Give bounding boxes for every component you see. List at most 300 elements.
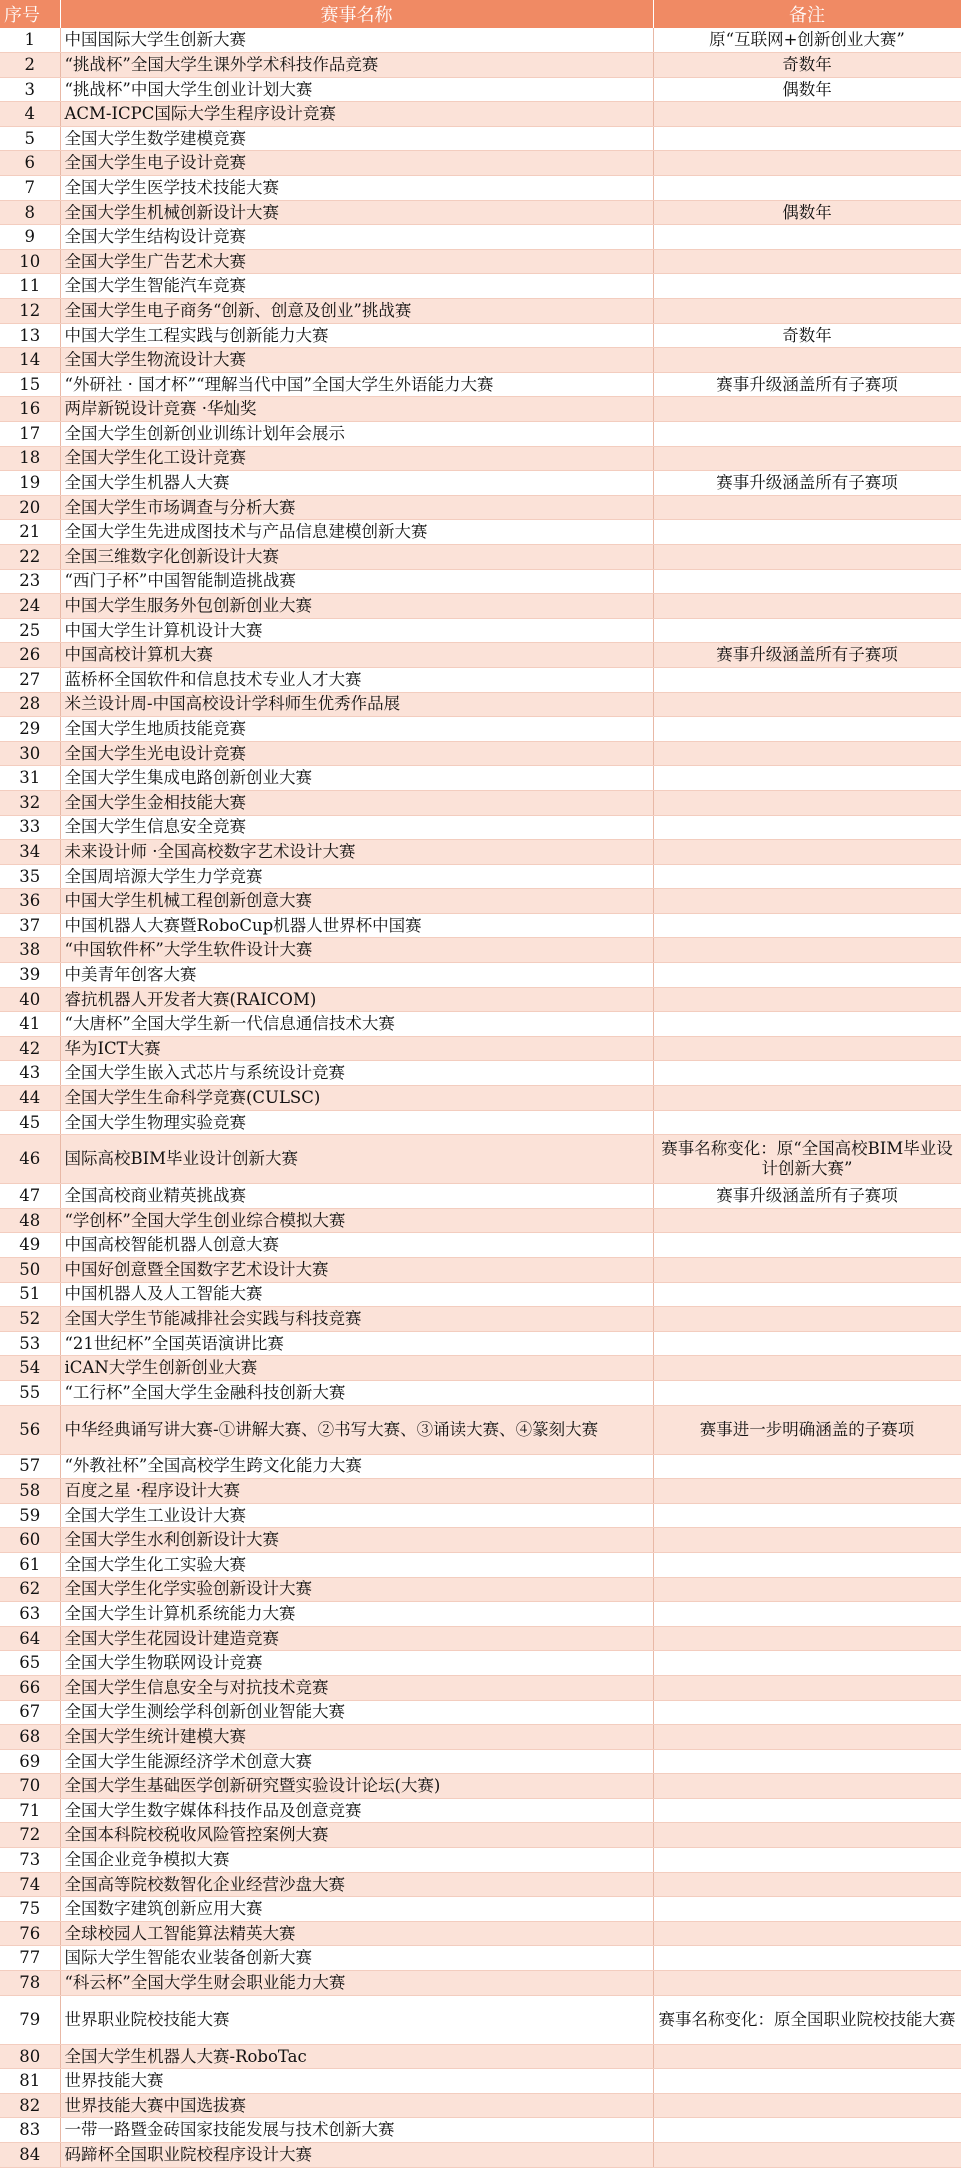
row-note (653, 348, 961, 373)
row-note (653, 299, 961, 324)
row-name: 全国大学生机械创新设计大赛 (60, 200, 653, 225)
row-note (653, 1479, 961, 1504)
row-note (653, 889, 961, 914)
row-name: 全国大学生地质技能竞赛 (60, 717, 653, 742)
row-name: 全国大学生电子商务“创新、创意及创业”挑战赛 (60, 299, 653, 324)
row-note (653, 987, 961, 1012)
row-note (653, 1233, 961, 1258)
row-note (653, 422, 961, 447)
row-seq: 65 (0, 1651, 60, 1676)
row-seq: 31 (0, 766, 60, 791)
row-name: 全国三维数字化创新设计大赛 (60, 544, 653, 569)
row-name: 米兰设计周-中国高校设计学科师生优秀作品展 (60, 692, 653, 717)
row-name: “21世纪杯”全国英语演讲比赛 (60, 1331, 653, 1356)
row-name: “西门子杯”中国智能制造挑战赛 (60, 569, 653, 594)
row-name: ACM-ICPC国际大学生程序设计竞赛 (60, 102, 653, 127)
table-row (0, 1012, 961, 1037)
row-note (653, 938, 961, 963)
table-row (0, 1626, 961, 1651)
table-row (0, 790, 961, 815)
row-note (653, 1798, 961, 1823)
row-name: 全国大学生机器人大赛 (60, 471, 653, 496)
row-seq: 81 (0, 2069, 60, 2094)
row-name: iCAN大学生创新创业大赛 (60, 1356, 653, 1381)
row-name: 全国周培源大学生力学竞赛 (60, 864, 653, 889)
row-name: 全国本科院校税收风险管控案例大赛 (60, 1823, 653, 1848)
table-row (0, 544, 961, 569)
table-row (0, 667, 961, 692)
row-note (653, 1626, 961, 1651)
row-seq: 50 (0, 1258, 60, 1283)
table-row (0, 1184, 961, 1209)
row-note (653, 1110, 961, 1135)
row-name: 全国大学生集成电路创新创业大赛 (60, 766, 653, 791)
row-note: 赛事升级涵盖所有子赛项 (653, 471, 961, 496)
row-seq: 34 (0, 840, 60, 865)
row-name: 全国大学生物理实验竞赛 (60, 1110, 653, 1135)
row-name: 中国大学生服务外包创新创业大赛 (60, 594, 653, 619)
row-seq: 28 (0, 692, 60, 717)
row-name: 睿抗机器人开发者大赛(RAICOM) (60, 987, 653, 1012)
row-note (653, 1036, 961, 1061)
table-row (0, 77, 961, 102)
row-note (653, 667, 961, 692)
row-name: “工行杯”全国大学生金融科技创新大赛 (60, 1380, 653, 1405)
table-row (0, 2069, 961, 2094)
table-row (0, 1380, 961, 1405)
row-seq: 40 (0, 987, 60, 1012)
row-seq: 2 (0, 53, 60, 78)
row-name: 码蹄杯全国职业院校程序设计大赛 (60, 2143, 653, 2168)
row-seq: 17 (0, 422, 60, 447)
row-seq: 49 (0, 1233, 60, 1258)
row-seq: 39 (0, 963, 60, 988)
row-seq: 19 (0, 471, 60, 496)
row-seq: 14 (0, 348, 60, 373)
table-row (0, 1282, 961, 1307)
table-row (0, 618, 961, 643)
table-row (0, 422, 961, 447)
row-name: “学创杯”全国大学生创业综合模拟大赛 (60, 1208, 653, 1233)
row-note: 原“互联网+创新创业大赛” (653, 28, 961, 53)
row-name: 中国大学生工程实践与创新能力大赛 (60, 323, 653, 348)
table-row (0, 53, 961, 78)
row-name: 全国大学生创新创业训练计划年会展示 (60, 422, 653, 447)
row-seq: 47 (0, 1184, 60, 1209)
row-note: 赛事升级涵盖所有子赛项 (653, 372, 961, 397)
row-seq: 25 (0, 618, 60, 643)
table-row (0, 569, 961, 594)
table-row (0, 1208, 961, 1233)
row-note (653, 1749, 961, 1774)
row-note (653, 1208, 961, 1233)
row-name: “外教社杯”全国高校学生跨文化能力大赛 (60, 1454, 653, 1479)
table-row (0, 913, 961, 938)
table-row (0, 1356, 961, 1381)
row-seq: 46 (0, 1135, 60, 1184)
row-name: 世界职业院校技能大赛 (60, 1995, 653, 2044)
row-note (653, 520, 961, 545)
row-name: 国际大学生智能农业装备创新大赛 (60, 1946, 653, 1971)
table-row (0, 1577, 961, 1602)
row-seq: 53 (0, 1331, 60, 1356)
row-seq: 68 (0, 1725, 60, 1750)
row-name: 全球校园人工智能算法精英大赛 (60, 1921, 653, 1946)
table-row (0, 840, 961, 865)
row-seq: 82 (0, 2093, 60, 2118)
row-seq: 15 (0, 372, 60, 397)
row-seq: 16 (0, 397, 60, 422)
row-seq: 72 (0, 1823, 60, 1848)
row-seq: 26 (0, 643, 60, 668)
row-note (653, 1897, 961, 1922)
row-note (653, 1454, 961, 1479)
row-seq: 7 (0, 176, 60, 201)
row-seq: 44 (0, 1086, 60, 1111)
table-row (0, 717, 961, 742)
row-note (653, 790, 961, 815)
table-row (0, 323, 961, 348)
row-name: 全国大学生统计建模大赛 (60, 1725, 653, 1750)
row-note (653, 1282, 961, 1307)
row-seq: 80 (0, 2044, 60, 2069)
table-row (0, 1971, 961, 1996)
table-row (0, 348, 961, 373)
row-name: 全国大学生物联网设计竞赛 (60, 1651, 653, 1676)
table-row (0, 1774, 961, 1799)
row-seq: 64 (0, 1626, 60, 1651)
row-name: 全国大学生机器人大赛-RoboTac (60, 2044, 653, 2069)
row-name: 中国大学生机械工程创新创意大赛 (60, 889, 653, 914)
row-name: 全国大学生花园设计建造竞赛 (60, 1626, 653, 1651)
row-seq: 57 (0, 1454, 60, 1479)
table-row (0, 151, 961, 176)
row-name: 全国大学生测绘学科创新创业智能大赛 (60, 1700, 653, 1725)
row-name: 全国大学生化工实验大赛 (60, 1552, 653, 1577)
row-seq: 84 (0, 2143, 60, 2168)
row-seq: 76 (0, 1921, 60, 1946)
row-name: 全国大学生基础医学创新研究暨实验设计论坛(大赛) (60, 1774, 653, 1799)
row-name: 全国大学生智能汽车竞赛 (60, 274, 653, 299)
table-row (0, 1823, 961, 1848)
table-row (0, 963, 961, 988)
table-row (0, 1675, 961, 1700)
table-row (0, 299, 961, 324)
row-name: 中华经典诵写讲大赛-①讲解大赛、②书写大赛、③诵读大赛、④篆刻大赛 (60, 1405, 653, 1454)
row-name: 全国大学生光电设计竞赛 (60, 741, 653, 766)
row-name: 全国大学生先进成图技术与产品信息建模创新大赛 (60, 520, 653, 545)
row-name: 未来设计师 ·全国高校数字艺术设计大赛 (60, 840, 653, 865)
row-seq: 74 (0, 1872, 60, 1897)
row-seq: 37 (0, 913, 60, 938)
row-name: 中国好创意暨全国数字艺术设计大赛 (60, 1258, 653, 1283)
table-row (0, 126, 961, 151)
row-seq: 78 (0, 1971, 60, 1996)
row-name: 蓝桥杯全国软件和信息技术专业人才大赛 (60, 667, 653, 692)
row-note (653, 2044, 961, 2069)
row-name: 两岸新锐设计竞赛 ·华灿奖 (60, 397, 653, 422)
row-seq: 71 (0, 1798, 60, 1823)
row-name: 一带一路暨金砖国家技能发展与技术创新大赛 (60, 2118, 653, 2143)
table-row (0, 766, 961, 791)
row-seq: 73 (0, 1848, 60, 1873)
row-seq: 41 (0, 1012, 60, 1037)
table-header (0, 0, 961, 28)
row-name: 全国大学生广告艺术大赛 (60, 249, 653, 274)
table-row (0, 1651, 961, 1676)
row-seq: 9 (0, 225, 60, 250)
row-note: 偶数年 (653, 77, 961, 102)
row-name: “外研社 · 国才杯”“理解当代中国”全国大学生外语能力大赛 (60, 372, 653, 397)
row-name: 全国大学生水利创新设计大赛 (60, 1528, 653, 1553)
table-row (0, 643, 961, 668)
row-note (653, 1258, 961, 1283)
table-row (0, 1233, 961, 1258)
row-seq: 48 (0, 1208, 60, 1233)
row-seq: 8 (0, 200, 60, 225)
row-seq: 35 (0, 864, 60, 889)
table-row (0, 1258, 961, 1283)
row-note (653, 1651, 961, 1676)
row-note (653, 1921, 961, 1946)
row-name: 全国大学生能源经济学术创意大赛 (60, 1749, 653, 1774)
row-note (653, 1602, 961, 1627)
table-row (0, 1848, 961, 1873)
row-note (653, 2093, 961, 2118)
table-row (0, 200, 961, 225)
row-name: 全国大学生计算机系统能力大赛 (60, 1602, 653, 1627)
row-name: 中国大学生计算机设计大赛 (60, 618, 653, 643)
row-seq: 29 (0, 717, 60, 742)
row-note (653, 176, 961, 201)
row-name: 全国大学生化工设计竞赛 (60, 446, 653, 471)
row-seq: 10 (0, 249, 60, 274)
row-seq: 69 (0, 1749, 60, 1774)
row-seq: 77 (0, 1946, 60, 1971)
row-seq: 60 (0, 1528, 60, 1553)
table-row (0, 1602, 961, 1627)
row-seq: 63 (0, 1602, 60, 1627)
row-name: 全国大学生工业设计大赛 (60, 1503, 653, 1528)
row-note (653, 1012, 961, 1037)
row-note: 赛事名称变化：原全国职业院校技能大赛 (653, 1995, 961, 2044)
row-name: 全国大学生数字媒体科技作品及创意竞赛 (60, 1798, 653, 1823)
row-name: 华为ICT大赛 (60, 1036, 653, 1061)
table-row (0, 1135, 961, 1184)
row-seq: 4 (0, 102, 60, 127)
header-note: 备注 (653, 0, 961, 28)
row-note (653, 1675, 961, 1700)
table-row (0, 987, 961, 1012)
row-note (653, 717, 961, 742)
table-row (0, 1479, 961, 1504)
row-note (653, 495, 961, 520)
table-row (0, 815, 961, 840)
row-note (653, 1552, 961, 1577)
row-seq: 59 (0, 1503, 60, 1528)
table-row (0, 495, 961, 520)
row-note (653, 618, 961, 643)
table-row (0, 1946, 961, 1971)
row-name: 全国数字建筑创新应用大赛 (60, 1897, 653, 1922)
row-note (653, 1061, 961, 1086)
row-note (653, 1700, 961, 1725)
table-row (0, 520, 961, 545)
row-note (653, 1946, 961, 1971)
row-note (653, 1307, 961, 1332)
row-name: 全国高等院校数智化企业经营沙盘大赛 (60, 1872, 653, 1897)
row-name: 全国大学生医学技术技能大赛 (60, 176, 653, 201)
row-seq: 51 (0, 1282, 60, 1307)
row-seq: 13 (0, 323, 60, 348)
row-note (653, 1331, 961, 1356)
row-note (653, 1774, 961, 1799)
table-row (0, 889, 961, 914)
row-seq: 42 (0, 1036, 60, 1061)
row-seq: 22 (0, 544, 60, 569)
row-seq: 12 (0, 299, 60, 324)
row-seq: 45 (0, 1110, 60, 1135)
row-name: 全国大学生数学建模竞赛 (60, 126, 653, 151)
table-row (0, 692, 961, 717)
row-name: “科云杯”全国大学生财会职业能力大赛 (60, 1971, 653, 1996)
row-seq: 5 (0, 126, 60, 151)
row-name: 世界技能大赛中国选拔赛 (60, 2093, 653, 2118)
row-name: “挑战杯”全国大学生课外学术科技作品竞赛 (60, 53, 653, 78)
row-note (653, 741, 961, 766)
row-seq: 20 (0, 495, 60, 520)
row-note (653, 1848, 961, 1873)
row-note (653, 397, 961, 422)
header-row (0, 0, 961, 28)
table-row (0, 225, 961, 250)
row-seq: 58 (0, 1479, 60, 1504)
table-row (0, 1061, 961, 1086)
row-name: 全国大学生嵌入式芯片与系统设计竞赛 (60, 1061, 653, 1086)
row-name: 全国大学生信息安全竞赛 (60, 815, 653, 840)
row-note (653, 2069, 961, 2094)
row-seq: 6 (0, 151, 60, 176)
row-seq: 38 (0, 938, 60, 963)
table-row (0, 102, 961, 127)
row-note (653, 544, 961, 569)
row-note (653, 225, 961, 250)
row-note (653, 1971, 961, 1996)
table-row (0, 1036, 961, 1061)
row-name: 全国大学生市场调查与分析大赛 (60, 495, 653, 520)
row-seq: 62 (0, 1577, 60, 1602)
row-seq: 61 (0, 1552, 60, 1577)
row-note (653, 249, 961, 274)
header-name: 赛事名称 (60, 0, 653, 28)
row-note (653, 151, 961, 176)
row-seq: 11 (0, 274, 60, 299)
row-note: 奇数年 (653, 323, 961, 348)
row-note (653, 1528, 961, 1553)
row-name: 全国大学生信息安全与对抗技术竞赛 (60, 1675, 653, 1700)
row-name: 中国高校计算机大赛 (60, 643, 653, 668)
row-seq: 79 (0, 1995, 60, 2044)
row-seq: 43 (0, 1061, 60, 1086)
row-name: 全国企业竞争模拟大赛 (60, 1848, 653, 1873)
table-row (0, 1725, 961, 1750)
row-note (653, 2118, 961, 2143)
row-seq: 21 (0, 520, 60, 545)
table-row (0, 1405, 961, 1454)
table-row (0, 2143, 961, 2168)
row-note (653, 840, 961, 865)
row-note (653, 569, 961, 594)
row-name: 全国大学生金相技能大赛 (60, 790, 653, 815)
table-row (0, 2118, 961, 2143)
row-note (653, 1872, 961, 1897)
table-row (0, 1700, 961, 1725)
row-note (653, 963, 961, 988)
row-name: 中国机器人大赛暨RoboCup机器人世界杯中国赛 (60, 913, 653, 938)
table-row (0, 28, 961, 53)
table-row (0, 1798, 961, 1823)
row-note (653, 594, 961, 619)
row-name: 全国大学生化学实验创新设计大赛 (60, 1577, 653, 1602)
row-seq: 24 (0, 594, 60, 619)
row-seq: 33 (0, 815, 60, 840)
row-name: “中国软件杯”大学生软件设计大赛 (60, 938, 653, 963)
table-row (0, 274, 961, 299)
row-note: 偶数年 (653, 200, 961, 225)
row-seq: 27 (0, 667, 60, 692)
table-body (0, 28, 961, 2167)
table-row (0, 1921, 961, 1946)
row-seq: 70 (0, 1774, 60, 1799)
row-note: 赛事名称变化：原“全国高校BIM毕业设计创新大赛” (653, 1135, 961, 1184)
row-note (653, 1356, 961, 1381)
table-row (0, 1503, 961, 1528)
table-row (0, 1897, 961, 1922)
row-seq: 30 (0, 741, 60, 766)
table-row (0, 372, 961, 397)
row-note (653, 692, 961, 717)
table-row (0, 1872, 961, 1897)
row-seq: 67 (0, 1700, 60, 1725)
row-seq: 54 (0, 1356, 60, 1381)
table-row (0, 1552, 961, 1577)
row-seq: 18 (0, 446, 60, 471)
table-row (0, 397, 961, 422)
row-seq: 75 (0, 1897, 60, 1922)
table-row (0, 471, 961, 496)
row-name: “挑战杯”中国大学生创业计划大赛 (60, 77, 653, 102)
header-seq: 序号 (0, 0, 60, 28)
row-note (653, 1823, 961, 1848)
table-row (0, 741, 961, 766)
row-seq: 83 (0, 2118, 60, 2143)
row-note (653, 102, 961, 127)
row-note: 赛事升级涵盖所有子赛项 (653, 643, 961, 668)
row-note: 赛事进一步明确涵盖的子赛项 (653, 1405, 961, 1454)
row-name: “大唐杯”全国大学生新一代信息通信技术大赛 (60, 1012, 653, 1037)
row-seq: 66 (0, 1675, 60, 1700)
table-row (0, 1995, 961, 2044)
row-note (653, 446, 961, 471)
table-row (0, 864, 961, 889)
row-name: 国际高校BIM毕业设计创新大赛 (60, 1135, 653, 1184)
row-name: 全国大学生结构设计竞赛 (60, 225, 653, 250)
row-note (653, 766, 961, 791)
row-name: 中美青年创客大赛 (60, 963, 653, 988)
row-note (653, 2143, 961, 2168)
row-name: 中国国际大学生创新大赛 (60, 28, 653, 53)
row-name: 中国高校智能机器人创意大赛 (60, 1233, 653, 1258)
